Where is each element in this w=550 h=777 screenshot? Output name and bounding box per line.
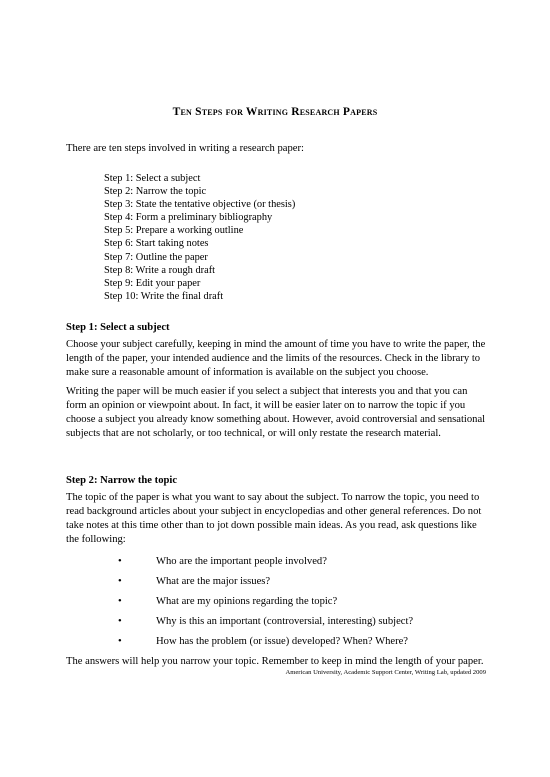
section-paragraph: Writing the paper will be much easier if you select a subject that interests you and that you can form an opinion or viewpoint about. In fact, it will be easier later on to narrow the topic if you choose a subject you already know something about. However, avoid controversial and sensational subjects that are not scholarly, or too technical, or will only restate the research material. — [66, 386, 486, 439]
section-paragraph: The answers will help you narrow your topic. Remember to keep in mind the length of your paper. — [66, 656, 484, 667]
section-step-2 — [66, 474, 486, 674]
step-item: Step 9: Edit your paper — [104, 277, 201, 289]
steps-list — [104, 172, 295, 303]
step-item: Step 3: State the tentative objective (or thesis) — [104, 199, 296, 211]
bullet-icon: • — [118, 616, 122, 627]
list-item — [118, 615, 486, 629]
step-item: Step 2: Narrow the topic — [104, 186, 207, 198]
bullet-icon: • — [118, 556, 122, 567]
list-item — [118, 575, 486, 589]
list-item — [118, 555, 486, 569]
section-heading: Step 1: Select a subject — [66, 322, 170, 333]
question-list — [66, 555, 486, 649]
page-footer: American University, Academic Support Center, Writing Lab, updated 2009 — [285, 669, 486, 676]
section-heading: Step 2: Narrow the topic — [66, 475, 178, 486]
section-paragraph: Choose your subject carefully, keeping in mind the amount of time you have to write the paper, the length of the paper, your intended audience and the limits of the resources. Check in the library to make sure a reasonable amount of information is available on the subject you choose. — [66, 339, 486, 378]
question-text: Who are the important people involved? — [156, 556, 327, 567]
page-title: Ten Steps for Writing Research Papers — [172, 106, 378, 118]
section-step-1 — [66, 321, 486, 446]
bullet-icon: • — [118, 596, 122, 607]
section-paragraph: The topic of the paper is what you want to say about the subject. To narrow the topic, you need to read background articles about your subject in encyclopedias and other general references. Do not take notes at this time other than to jot down possible main ideas. As you read, ask questions like the following: — [66, 492, 482, 545]
step-item: Step 4: Form a preliminary bibliography — [104, 212, 273, 224]
step-item: Step 10: Write the final draft — [104, 290, 224, 302]
question-text: How has the problem (or issue) developed? When? Where? — [156, 636, 408, 647]
intro-text: There are ten steps involved in writing a research paper: — [66, 143, 304, 154]
question-text: Why is this an important (controversial, interesting) subject? — [156, 616, 414, 627]
bullet-icon: • — [118, 636, 122, 647]
list-item — [118, 635, 486, 649]
step-item: Step 7: Outline the paper — [104, 251, 208, 263]
step-item: Step 5: Prepare a working outline — [104, 225, 244, 237]
bullet-icon: • — [118, 576, 122, 587]
question-text: What are the major issues? — [156, 576, 271, 587]
step-item: Step 8: Write a rough draft — [104, 264, 216, 276]
list-item — [118, 595, 486, 609]
step-item: Step 6: Start taking notes — [104, 238, 209, 250]
question-text: What are my opinions regarding the topic? — [156, 596, 338, 607]
step-item: Step 1: Select a subject — [104, 173, 201, 184]
